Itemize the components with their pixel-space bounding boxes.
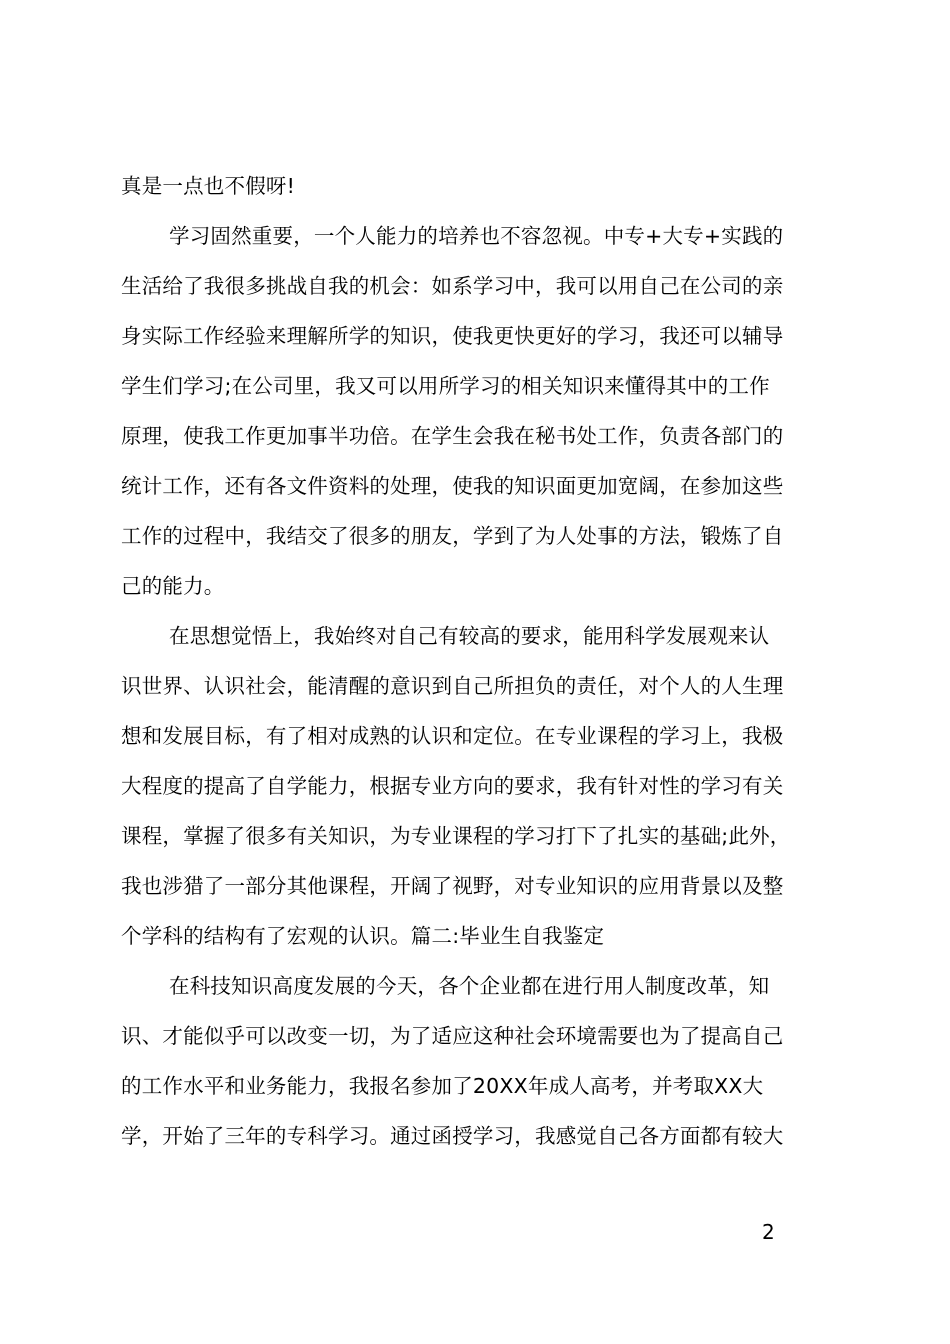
text-line: 真是一点也不假呀!	[121, 174, 296, 198]
text-line: 工作的过程中，我结交了很多的朋友，学到了为人处事的方法，锻炼了自	[121, 524, 784, 548]
text-line: 的工作水平和业务能力，我报名参加了20XX年成人高考，并考取XX大	[121, 1074, 764, 1098]
text-line: 我也涉猎了一部分其他课程，开阔了视野，对专业知识的应用背景以及整	[121, 874, 784, 898]
text-line: 识、才能似乎可以改变一切，为了适应这种社会环境需要也为了提高自己	[121, 1024, 784, 1048]
text-line: 统计工作，还有各文件资料的处理，使我的知识面更加宽阔，在参加这些	[121, 474, 784, 498]
text-line: 在思想觉悟上，我始终对自己有较高的要求，能用科学发展观来认	[169, 624, 770, 648]
text-line: 识世界、认识社会，能清醒的意识到自己所担负的责任，对个人的人生理	[121, 674, 784, 698]
text-line: 个学科的结构有了宏观的认识。篇二:毕业生自我鉴定	[121, 924, 605, 948]
text-line: 学生们学习;在公司里，我又可以用所学习的相关知识来懂得其中的工作	[121, 374, 770, 398]
text-line: 原理，使我工作更加事半功倍。在学生会我在秘书处工作，负责各部门的	[121, 424, 784, 448]
text-line: 大程度的提高了自学能力，根据专业方向的要求，我有针对性的学习有关	[121, 774, 784, 798]
text-line: 学，开始了三年的专科学习。通过函授学习，我感觉自己各方面都有较大	[121, 1124, 784, 1148]
text-line: 己的能力。	[121, 574, 225, 598]
text-line: 生活给了我很多挑战自我的机会：如系学习中，我可以用自己在公司的亲	[121, 274, 784, 298]
page-number: 2	[762, 1220, 775, 1244]
text-line: 学习固然重要，一个人能力的培养也不容忽视。中专+大专+实践的	[169, 224, 784, 248]
text-line: 想和发展目标，有了相对成熟的认识和定位。在专业课程的学习上，我极	[121, 724, 784, 748]
text-line: 课程，掌握了很多有关知识，为专业课程的学习打下了扎实的基础;此外，	[121, 824, 791, 848]
text-line: 身实际工作经验来理解所学的知识，使我更快更好的学习，我还可以辅导	[121, 324, 784, 348]
text-line: 在科技知识高度发展的今天，各个企业都在进行用人制度改革，知	[169, 974, 770, 998]
